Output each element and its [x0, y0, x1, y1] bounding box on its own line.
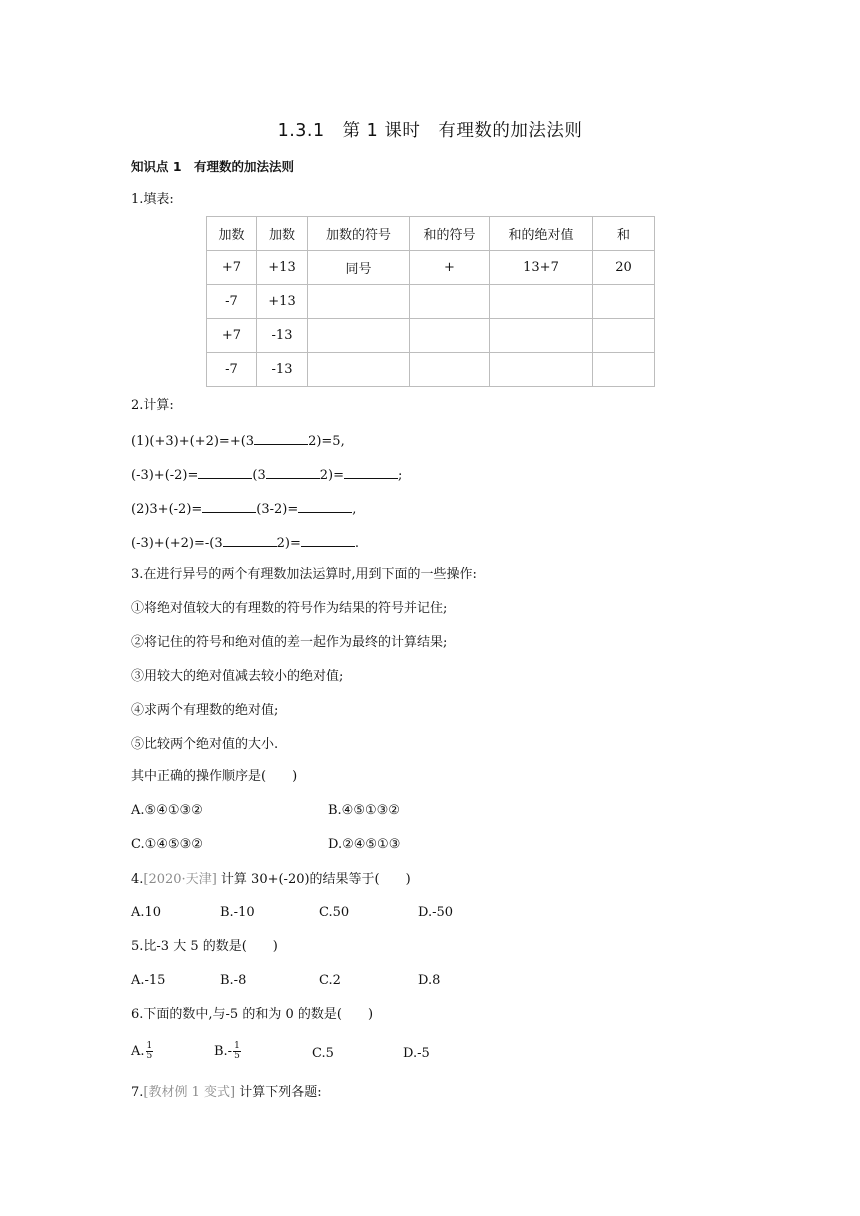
q3-step: ⑤比较两个绝对值的大小. — [131, 737, 279, 752]
text-segment: (1)(+3)+(+2)=+(3 — [131, 434, 255, 449]
fraction-denominator: 5 — [234, 1051, 240, 1061]
table-blank-cell[interactable] — [308, 285, 410, 319]
text-segment: 2)= — [319, 468, 344, 483]
option-b[interactable] — [214, 1042, 241, 1061]
q3-step: ③用较大的绝对值减去较小的绝对值; — [131, 669, 344, 684]
table-cell: 20 — [593, 251, 655, 285]
option-d[interactable]: D.8 — [418, 973, 441, 988]
option-prefix: A. — [131, 1044, 145, 1059]
fraction — [233, 1042, 241, 1061]
text-segment: (-3)+(-2)= — [131, 468, 199, 483]
text-segment: (3-2)= — [256, 502, 299, 517]
table-header-row — [207, 217, 655, 251]
option-a[interactable]: A.⑤④①③② — [131, 803, 203, 818]
option-c[interactable]: C.5 — [312, 1046, 334, 1061]
q1-label: 1.填表: — [131, 192, 174, 207]
option-b[interactable]: B.-8 — [220, 973, 247, 988]
answer-blank[interactable] — [202, 500, 256, 513]
table-header-cell: 和的绝对值 — [490, 217, 593, 251]
table-blank-cell[interactable] — [410, 319, 490, 353]
table-header-cell: 和的符号 — [410, 217, 490, 251]
text-segment: 2)=5, — [308, 434, 345, 449]
answer-blank[interactable] — [223, 534, 277, 547]
table-row — [207, 319, 655, 353]
q3-step: ①将绝对值较大的有理数的符号作为结果的符号并记住; — [131, 601, 448, 616]
table-cell: -7 — [207, 285, 257, 319]
table-cell: + — [410, 251, 490, 285]
table-cell: +7 — [207, 319, 257, 353]
table-header-cell: 和 — [593, 217, 655, 251]
table-blank-cell[interactable] — [490, 319, 593, 353]
table-blank-cell[interactable] — [308, 353, 410, 387]
table-blank-cell[interactable] — [490, 353, 593, 387]
option-prefix: B.- — [214, 1044, 233, 1059]
table-cell: -13 — [257, 353, 308, 387]
q4-stem — [131, 872, 411, 888]
option-c[interactable]: C.①④⑤③② — [131, 837, 203, 852]
table-header-cell: 加数 — [257, 217, 308, 251]
q7-number: 7. — [131, 1085, 144, 1100]
page-title: 1.3.1 第 1 课时 有理数的加法法则 — [277, 121, 583, 141]
q2-line-2 — [131, 466, 402, 484]
table-cell: +13 — [257, 251, 308, 285]
q5-stem: 5.比-3 大 5 的数是( ) — [131, 939, 278, 954]
option-d[interactable]: D.-50 — [418, 905, 454, 920]
option-a[interactable]: A.-15 — [131, 973, 166, 988]
table-cell: 同号 — [308, 251, 410, 285]
answer-blank[interactable] — [254, 432, 308, 445]
table-blank-cell[interactable] — [593, 285, 655, 319]
answer-blank[interactable] — [344, 466, 398, 479]
q2-label: 2.计算: — [131, 398, 174, 413]
q3-step: ②将记住的符号和绝对值的差一起作为最终的计算结果; — [131, 635, 448, 650]
option-c[interactable]: C.2 — [319, 973, 341, 988]
table-blank-cell[interactable] — [593, 353, 655, 387]
fraction — [146, 1042, 154, 1061]
text-segment: (2)3+(-2)= — [131, 502, 203, 517]
table-cell: -7 — [207, 353, 257, 387]
fill-table — [206, 216, 655, 387]
section-heading: 知识点 1 有理数的加法法则 — [131, 159, 295, 174]
table-header-cell: 加数的符号 — [308, 217, 410, 251]
q3-question: 其中正确的操作顺序是( ) — [131, 769, 298, 784]
option-d[interactable]: D.②④⑤①③ — [328, 837, 401, 852]
table-blank-cell[interactable] — [410, 353, 490, 387]
table-row — [207, 251, 655, 285]
answer-blank[interactable] — [301, 534, 355, 547]
q4-number: 4. — [131, 872, 144, 887]
option-b[interactable]: B.④⑤①③② — [328, 803, 400, 818]
table-row — [207, 285, 655, 319]
option-d[interactable]: D.-5 — [403, 1046, 430, 1061]
text-segment: (-3)+(+2)=-(3 — [131, 536, 223, 551]
fraction-denominator: 5 — [146, 1051, 153, 1061]
text-segment: (3 — [252, 468, 266, 483]
table-blank-cell[interactable] — [308, 319, 410, 353]
q3-step: ④求两个有理数的绝对值; — [131, 703, 279, 718]
option-c[interactable]: C.50 — [319, 905, 350, 920]
answer-blank[interactable] — [198, 466, 252, 479]
q6-stem: 6.下面的数中,与-5 的和为 0 的数是( ) — [131, 1007, 374, 1022]
text-segment: 2)= — [276, 536, 301, 551]
q3-stem: 3.在进行异号的两个有理数加法运算时,用到下面的一些操作: — [131, 567, 477, 582]
fraction-numerator: 1 — [234, 1041, 240, 1051]
q7-text: 计算下列各题: — [235, 1085, 322, 1100]
option-a[interactable]: A.10 — [131, 905, 162, 920]
option-a[interactable] — [131, 1042, 153, 1061]
q2-line-3 — [131, 500, 356, 518]
answer-blank[interactable] — [266, 466, 320, 479]
q2-line-4 — [131, 534, 359, 552]
answer-blank[interactable] — [298, 500, 352, 513]
q4-text: 计算 30+(-20)的结果等于( ) — [216, 872, 411, 887]
table-cell: -13 — [257, 319, 308, 353]
table-cell: 13+7 — [490, 251, 593, 285]
q7-source-tag: [教材例 1 变式] — [143, 1085, 236, 1100]
table-cell: +13 — [257, 285, 308, 319]
table-row — [207, 353, 655, 387]
text-segment: ; — [398, 468, 403, 483]
table-header-cell: 加数 — [207, 217, 257, 251]
text-segment: . — [354, 536, 360, 551]
option-b[interactable]: B.-10 — [220, 905, 255, 920]
fraction-numerator: 1 — [146, 1041, 153, 1051]
table-blank-cell[interactable] — [490, 285, 593, 319]
table-blank-cell[interactable] — [410, 285, 490, 319]
text-segment: , — [352, 502, 357, 517]
q4-source-tag: [2020·天津] — [143, 872, 217, 887]
table-blank-cell[interactable] — [593, 319, 655, 353]
table-cell: +7 — [207, 251, 257, 285]
q2-line-1 — [131, 432, 345, 450]
q7-stem — [131, 1085, 322, 1101]
